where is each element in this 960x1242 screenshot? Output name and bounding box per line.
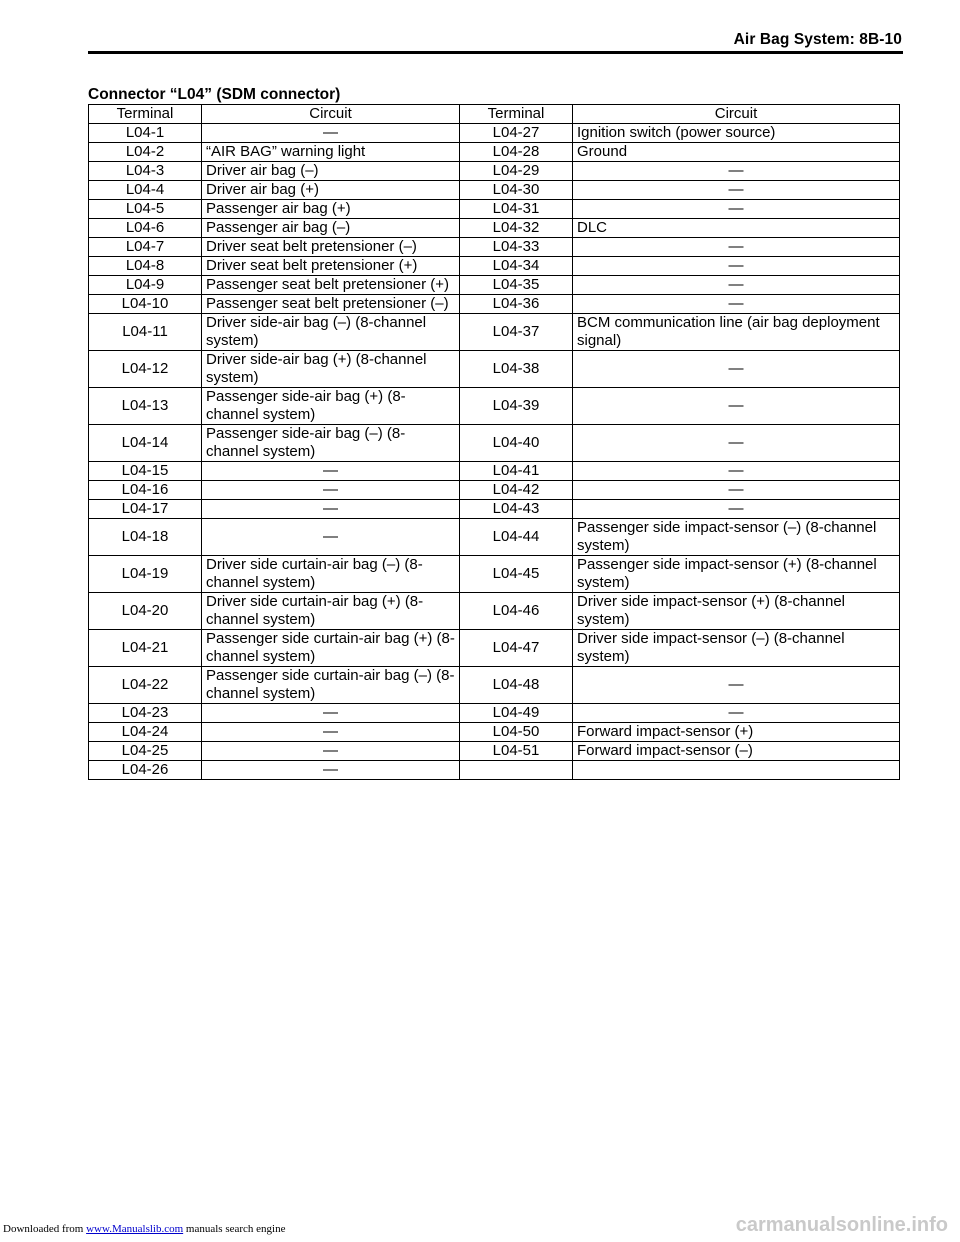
table-row	[89, 219, 900, 238]
circuit-cell: Passenger side-air bag (+) (8-channel system)	[202, 388, 460, 425]
terminal-cell: L04-50	[460, 723, 573, 742]
circuit-cell: —	[573, 667, 900, 704]
circuit-cell: —	[202, 462, 460, 481]
table-row	[89, 462, 900, 481]
circuit-cell: —	[202, 519, 460, 556]
section-title: Connector “L04” (SDM connector)	[88, 86, 341, 103]
circuit-cell: “AIR BAG” warning light	[202, 143, 460, 162]
circuit-cell: Forward impact-sensor (+)	[573, 723, 900, 742]
terminal-cell: L04-21	[89, 630, 202, 667]
circuit-cell: —	[573, 481, 900, 500]
circuit-cell: —	[573, 181, 900, 200]
table-row	[89, 124, 900, 143]
terminal-cell: L04-16	[89, 481, 202, 500]
circuit-cell: Passenger air bag (–)	[202, 219, 460, 238]
table-row	[89, 519, 900, 556]
header-terminal-right: Terminal	[460, 105, 573, 124]
table-row	[89, 761, 900, 780]
circuit-cell: —	[202, 704, 460, 723]
table-row	[89, 181, 900, 200]
terminal-cell: L04-7	[89, 238, 202, 257]
terminal-cell: L04-43	[460, 500, 573, 519]
circuit-cell: BCM communication line (air bag deployment signal)	[573, 314, 900, 351]
terminal-cell: L04-11	[89, 314, 202, 351]
footer-attribution	[3, 1223, 285, 1235]
terminal-cell: L04-15	[89, 462, 202, 481]
header-terminal-left: Terminal	[89, 105, 202, 124]
terminal-cell: L04-27	[460, 124, 573, 143]
table-row	[89, 425, 900, 462]
terminal-cell: L04-1	[89, 124, 202, 143]
circuit-cell: Driver side curtain-air bag (–) (8-channel system)	[202, 556, 460, 593]
circuit-cell: Passenger side impact-sensor (+) (8-channel system)	[573, 556, 900, 593]
table-row	[89, 276, 900, 295]
terminal-cell: L04-5	[89, 200, 202, 219]
manualslib-link[interactable]: www.Manualslib.com	[86, 1223, 184, 1235]
terminal-cell: L04-33	[460, 238, 573, 257]
circuit-cell: —	[202, 500, 460, 519]
terminal-cell: L04-13	[89, 388, 202, 425]
table-row	[89, 723, 900, 742]
circuit-cell: Driver side impact-sensor (–) (8-channel system)	[573, 630, 900, 667]
table-row	[89, 314, 900, 351]
terminal-cell: L04-23	[89, 704, 202, 723]
terminal-cell: L04-10	[89, 295, 202, 314]
circuit-cell: Passenger seat belt pretensioner (+)	[202, 276, 460, 295]
table-row	[89, 238, 900, 257]
terminal-cell: L04-31	[460, 200, 573, 219]
terminal-cell: L04-25	[89, 742, 202, 761]
table-row	[89, 667, 900, 704]
terminal-cell: L04-51	[460, 742, 573, 761]
terminal-cell: L04-22	[89, 667, 202, 704]
circuit-cell: Passenger side impact-sensor (–) (8-channel system)	[573, 519, 900, 556]
footer-suffix: manuals search engine	[183, 1223, 286, 1235]
terminal-cell: L04-36	[460, 295, 573, 314]
table-row	[89, 388, 900, 425]
connector-table	[88, 104, 900, 780]
circuit-cell: —	[202, 124, 460, 143]
footer-prefix: Downloaded from	[3, 1223, 87, 1235]
table-row	[89, 742, 900, 761]
header-rule	[88, 51, 903, 54]
terminal-cell	[460, 761, 573, 780]
circuit-cell: Passenger side curtain-air bag (–) (8-channel system)	[202, 667, 460, 704]
terminal-cell: L04-14	[89, 425, 202, 462]
circuit-cell: —	[573, 257, 900, 276]
terminal-cell: L04-20	[89, 593, 202, 630]
table-row	[89, 200, 900, 219]
table-row	[89, 556, 900, 593]
terminal-cell: L04-30	[460, 181, 573, 200]
table-row	[89, 630, 900, 667]
watermark-text: carmanualsonline.info	[735, 1214, 948, 1236]
circuit-cell: Driver side curtain-air bag (+) (8-channel system)	[202, 593, 460, 630]
circuit-cell: —	[573, 295, 900, 314]
terminal-cell: L04-24	[89, 723, 202, 742]
circuit-cell: Ground	[573, 143, 900, 162]
circuit-cell: —	[202, 761, 460, 780]
table-row	[89, 351, 900, 388]
terminal-cell: L04-35	[460, 276, 573, 295]
circuit-cell: Driver side-air bag (+) (8-channel system)	[202, 351, 460, 388]
terminal-cell: L04-40	[460, 425, 573, 462]
table-row	[89, 162, 900, 181]
table-row	[89, 257, 900, 276]
circuit-cell: Driver seat belt pretensioner (+)	[202, 257, 460, 276]
terminal-cell: L04-18	[89, 519, 202, 556]
page-header-title: Air Bag System: 8B-10	[733, 31, 902, 48]
circuit-cell: —	[202, 742, 460, 761]
circuit-cell: —	[573, 462, 900, 481]
terminal-cell: L04-34	[460, 257, 573, 276]
circuit-cell: Passenger side curtain-air bag (+) (8-channel system)	[202, 630, 460, 667]
terminal-cell: L04-9	[89, 276, 202, 295]
table-header-row	[89, 105, 900, 124]
terminal-cell: L04-39	[460, 388, 573, 425]
table-row	[89, 481, 900, 500]
circuit-cell: Passenger seat belt pretensioner (–)	[202, 295, 460, 314]
circuit-cell: —	[573, 351, 900, 388]
circuit-cell: Driver seat belt pretensioner (–)	[202, 238, 460, 257]
circuit-cell	[573, 761, 900, 780]
circuit-cell: —	[573, 276, 900, 295]
terminal-cell: L04-4	[89, 181, 202, 200]
terminal-cell: L04-26	[89, 761, 202, 780]
table-row	[89, 143, 900, 162]
table-row	[89, 704, 900, 723]
terminal-cell: L04-45	[460, 556, 573, 593]
terminal-cell: L04-42	[460, 481, 573, 500]
terminal-cell: L04-28	[460, 143, 573, 162]
circuit-cell: Driver air bag (–)	[202, 162, 460, 181]
terminal-cell: L04-38	[460, 351, 573, 388]
circuit-cell: —	[573, 425, 900, 462]
circuit-cell: —	[573, 162, 900, 181]
circuit-cell: —	[573, 704, 900, 723]
table-row	[89, 593, 900, 630]
terminal-cell: L04-46	[460, 593, 573, 630]
circuit-cell: —	[573, 388, 900, 425]
table-row	[89, 500, 900, 519]
terminal-cell: L04-8	[89, 257, 202, 276]
terminal-cell: L04-32	[460, 219, 573, 238]
header-circuit-right: Circuit	[573, 105, 900, 124]
circuit-cell: —	[202, 723, 460, 742]
terminal-cell: L04-41	[460, 462, 573, 481]
circuit-cell: —	[573, 200, 900, 219]
circuit-cell: DLC	[573, 219, 900, 238]
terminal-cell: L04-29	[460, 162, 573, 181]
circuit-cell: Driver air bag (+)	[202, 181, 460, 200]
terminal-cell: L04-19	[89, 556, 202, 593]
table-row	[89, 295, 900, 314]
terminal-cell: L04-49	[460, 704, 573, 723]
terminal-cell: L04-2	[89, 143, 202, 162]
terminal-cell: L04-17	[89, 500, 202, 519]
header-circuit-left: Circuit	[202, 105, 460, 124]
terminal-cell: L04-44	[460, 519, 573, 556]
terminal-cell: L04-6	[89, 219, 202, 238]
terminal-cell: L04-47	[460, 630, 573, 667]
terminal-cell: L04-12	[89, 351, 202, 388]
circuit-cell: —	[202, 481, 460, 500]
circuit-cell: Ignition switch (power source)	[573, 124, 900, 143]
circuit-cell: Passenger side-air bag (–) (8-channel system)	[202, 425, 460, 462]
terminal-cell: L04-48	[460, 667, 573, 704]
circuit-cell: —	[573, 500, 900, 519]
circuit-cell: Driver side impact-sensor (+) (8-channel system)	[573, 593, 900, 630]
circuit-cell: Passenger air bag (+)	[202, 200, 460, 219]
terminal-cell: L04-3	[89, 162, 202, 181]
circuit-cell: Driver side-air bag (–) (8-channel system)	[202, 314, 460, 351]
circuit-cell: —	[573, 238, 900, 257]
table-body	[89, 124, 900, 780]
circuit-cell: Forward impact-sensor (–)	[573, 742, 900, 761]
terminal-cell: L04-37	[460, 314, 573, 351]
